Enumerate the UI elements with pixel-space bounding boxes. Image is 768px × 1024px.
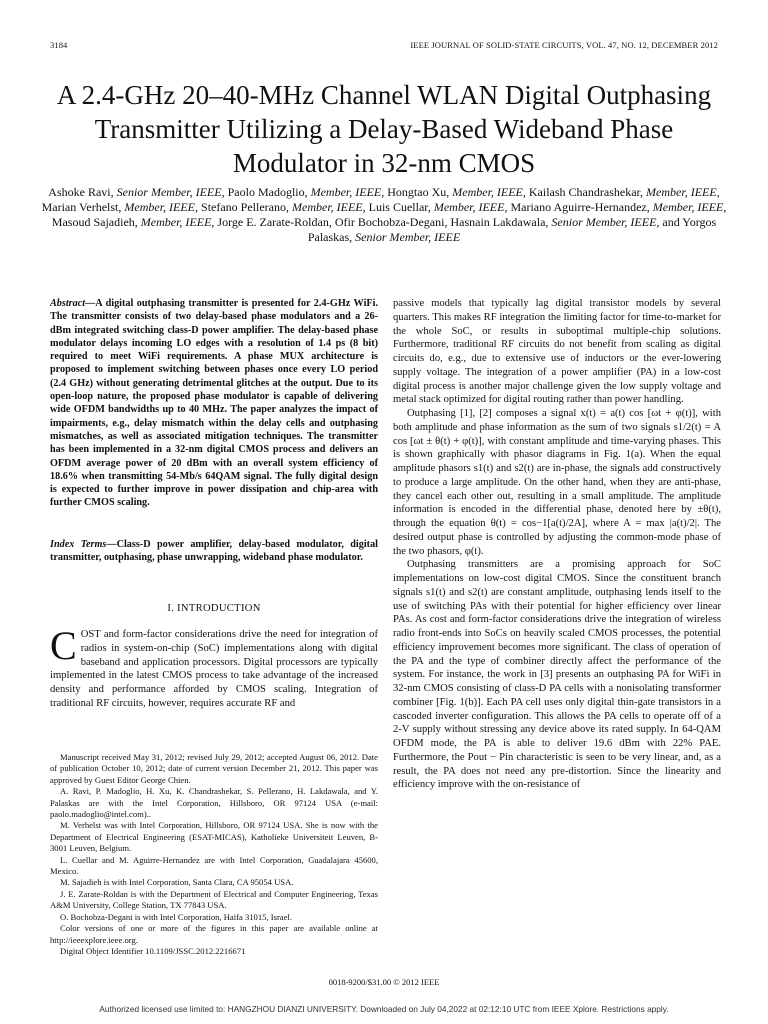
index-terms-label: Index Terms—: [50, 539, 117, 550]
author-role: Member, IEEE,: [452, 185, 529, 199]
copyright-line: 0018-9200/$31.00 © 2012 IEEE: [328, 977, 440, 987]
footnote: J. E. Zarate-Roldan is with the Department of Electrical and Computer Engineering, Texas A&M University, College Station, TX 77843 USA.: [50, 888, 378, 911]
paper-title: A 2.4-GHz 20–40-MHz Channel WLAN Digital Outphasing Transmitter Utilizing a Delay-Based Wideband Phase Modulator in 32-nm CMOS: [56, 80, 712, 178]
introduction-text: [50, 623, 378, 711]
footnote: L. Cuellar and M. Aguirre-Hernandez are with Intel Corporation, Guadalajara 45600, Mexico.: [50, 854, 378, 877]
author-role: Member, IEEE,: [646, 185, 720, 199]
abstract: [50, 297, 378, 510]
author-name: and Yorgos Palaskas,: [307, 215, 717, 244]
abstract-label: Abstract—: [50, 298, 96, 309]
footnotes: [50, 752, 378, 957]
footnote: O. Bochobza-Degani is with Intel Corporation, Haifa 31015, Israel.: [60, 911, 292, 922]
section-heading: I. INTRODUCTION: [167, 603, 261, 614]
index-terms: [50, 538, 378, 565]
author-name: Hongtao Xu,: [387, 185, 453, 199]
author-role: Member, IEEE,: [124, 200, 202, 214]
author-name: Paolo Madoglio,: [227, 185, 311, 199]
author-name: Marian Verhelst,: [41, 200, 125, 214]
author-role: Member, IEEE,: [292, 200, 369, 214]
author-role: Member, IEEE,: [652, 200, 727, 214]
drop-cap: C: [50, 623, 77, 668]
author-list: [40, 185, 728, 245]
authorization-notice: Authorized licensed use limited to: HANGZHOU DIANZI UNIVERSITY. Downloaded on July 04,2022 at 02:12:10 UTC from IEEE Xplore. Restrictions apply.: [99, 1004, 669, 1014]
footnote: Manuscript received May 31, 2012; revised July 29, 2012; accepted August 06, 2012. Date of publication October 10, 2012; date of current version December 21, 2012. This paper was approved by Guest Editor George Chien.: [50, 752, 378, 785]
author-name: Hasnain Lakdawala,: [450, 215, 552, 229]
author-role: Senior Member, IEEE: [355, 230, 461, 244]
author-name: Ofir Bochobza-Degani,: [334, 215, 451, 229]
author-role: Senior Member, IEEE,: [551, 215, 663, 229]
index-terms-text: Class-D power amplifier, delay-based modulator, digital transmitter, outphasing, phase unwrapping, wideband phase modulator.: [50, 539, 378, 564]
author-name: Stefano Pellerano,: [201, 200, 292, 214]
intro-body: OST and form-factor considerations drive the need for integration of radios in system-on-chip (SoC) implementations along with digital baseband and application processors. Digital processors are typically implemented in the latest CMOS process to take advantage of the increased density and performance afforded by CMOS scaling. Integration of traditional RF circuits, however, requires accurate RF and: [50, 629, 378, 709]
abstract-text: A digital outphasing transmitter is presented for 2.4-GHz WiFi. The transmitter consists of two delay-based phase modulators and a 26-dBm integrated switching class-D power amplifier. The delay-based phase modulator delays incoming LO edges with a resolution of 1.4 ps (8 bit) required to meet WiFi requirements. A phase MUX architecture is proposed to implement switching between phases once every LO period (2.4 GHz) without generating detrimental glitches at the output. Due to its open-loop nature, the proposed phase modulator is capable of delivering wide OFDM bandwidths up to 40 MHz. The paper analyzes the impact of impairments, e.g., delay mismatch within the delay cells and outphasing mismatches, as well as associated mitigation techniques. The transmitter has been implemented in a 32-nm digital CMOS process and delivers an OFDM average power of 20 dBm with an overall system efficiency of 18.6% when transmitting 54-Mb/s 64QAM signal. The fully digital design is expected to further improve in power dissipation and chip-area with further CMOS scaling.: [50, 298, 378, 509]
paragraph: passive models that typically lag digital transistor models by several quarters. This makes RF integration the limiting factor for time-to-market for the whole SoC, or results in suboptimal multiple-chip solutions. Furthermore, traditional RF circuits do not benefit from scaling as digital circuits do, e.g., due to extensive use of inductors or the ever-lowering supply voltage. The integration of a power amplifier (PA) in a low-cost digital process is another major challenge given the low supply voltage and metal stack optimized for digital routing rather than power handling.: [393, 298, 721, 406]
author-role: Member, IEEE,: [310, 185, 388, 199]
author-name: Jorge E. Zarate-Roldan,: [217, 215, 335, 229]
footnote: Color versions of one or more of the figures in this paper are available online at http://ieeexplore.ieee.org.: [50, 923, 378, 945]
footnote: M. Sajadieh is with Intel Corporation, Santa Clara, CA 95054 USA.: [60, 877, 294, 888]
author-name: Ashoke Ravi,: [48, 185, 117, 199]
author-role: Senior Member, IEEE,: [116, 185, 228, 199]
author-name: Kailash Chandrashekar,: [528, 185, 647, 199]
author-name: Luis Cuellar,: [368, 200, 434, 214]
author-name: Masoud Sajadieh,: [51, 215, 141, 229]
author-role: Member, IEEE,: [140, 215, 218, 229]
doi-footnote: Digital Object Identifier 10.1109/JSSC.2012.2216671: [60, 945, 246, 956]
author-role: Member, IEEE,: [433, 200, 511, 214]
journal-header: IEEE JOURNAL OF SOLID-STATE CIRCUITS, VOL. 47, NO. 12, DECEMBER 2012: [410, 40, 718, 50]
right-column-text: [393, 297, 721, 792]
page-number: 3184: [50, 40, 68, 50]
paragraph: Outphasing transmitters are a promising approach for SoC implementations on low-cost digital CMOS. Since the constituent branch signals s1(t) and s2(t) are constant amplitude, outphasing lends itself to the use of switching PAs with their potential for higher efficiency over linear PAs. As cost and form-factor considerations drive the integration of wireless radio front-ends into SoCs on heavily scaled CMOS processes, the potential efficiency improvement becomes more significant. The class of operation of the PA and the type of combiner directly affect the performance of the system. For instance, the work in [3] presents an outphasing PA for WiFi in 32-nm CMOS consisting of class-D PA cells with a nonisolating transformer combiner [Fig. 1(b)]. Each PA cell uses only digital thin-gate transistors in a cascoded inverter configuration. This allows the PA cells to operate off of a 2-V supply without stressing any device above its rated supply. In 64-QAM OFDM mode, the PA is able to deliver 19.6 dBm with 22% PAE. Furthermore, the Pout − Pin characteristic is seen to be very linear, and, as a result, the PA does not need any pre-distortion. Since the linearity and efficiency improve with the on-resistance of: [393, 559, 721, 791]
paragraph: Outphasing [1], [2] composes a signal x(t) = a(t) cos [ωt + φ(t)], with both amplitude and phase information as the sum of two signals s1/2(t) = A cos [ωt ± θ(t) + φ(t)], with constant amplitude and time-varying phases. This is shown graphically with phasor diagrams in Fig. 1(a). When the equal amplitude phasors s1(t) and s2(t) are in-phase, the signals add constructively to produce a large amplitude. On the other hand, when they are anti-phase, they cancel each other out, resulting in a small amplitude. The amplitude information is encoded in the differential phase, denoted here by ±θ(t), through the equation θ(t) = cos−1[a(t)/2A], where A = max |a(t)/2|. The desired output phase is controlled by adjusting the common-mode phase of the two phasors, φ(t).: [393, 408, 721, 557]
author-name: Mariano Aguirre-Hernandez,: [510, 200, 653, 214]
footnote: A. Ravi, P. Madoglio, H. Xu, K. Chandrashekar, S. Pellerano, H. Lakdawala, and Y. Palaskas are with the Intel Corporation, Hillsboro, OR 97124 USA (e-mail: paolo.madoglio@intel.com)..: [50, 786, 378, 820]
footnote: M. Verhelst was with Intel Corporation, Hillsboro, OR 97124 USA. She is now with the Department of Electrical Engineering (ESAT-MICAS), Katholieke Universiteit Leuven, B-3001 Leuven, Belgium.: [50, 820, 378, 854]
